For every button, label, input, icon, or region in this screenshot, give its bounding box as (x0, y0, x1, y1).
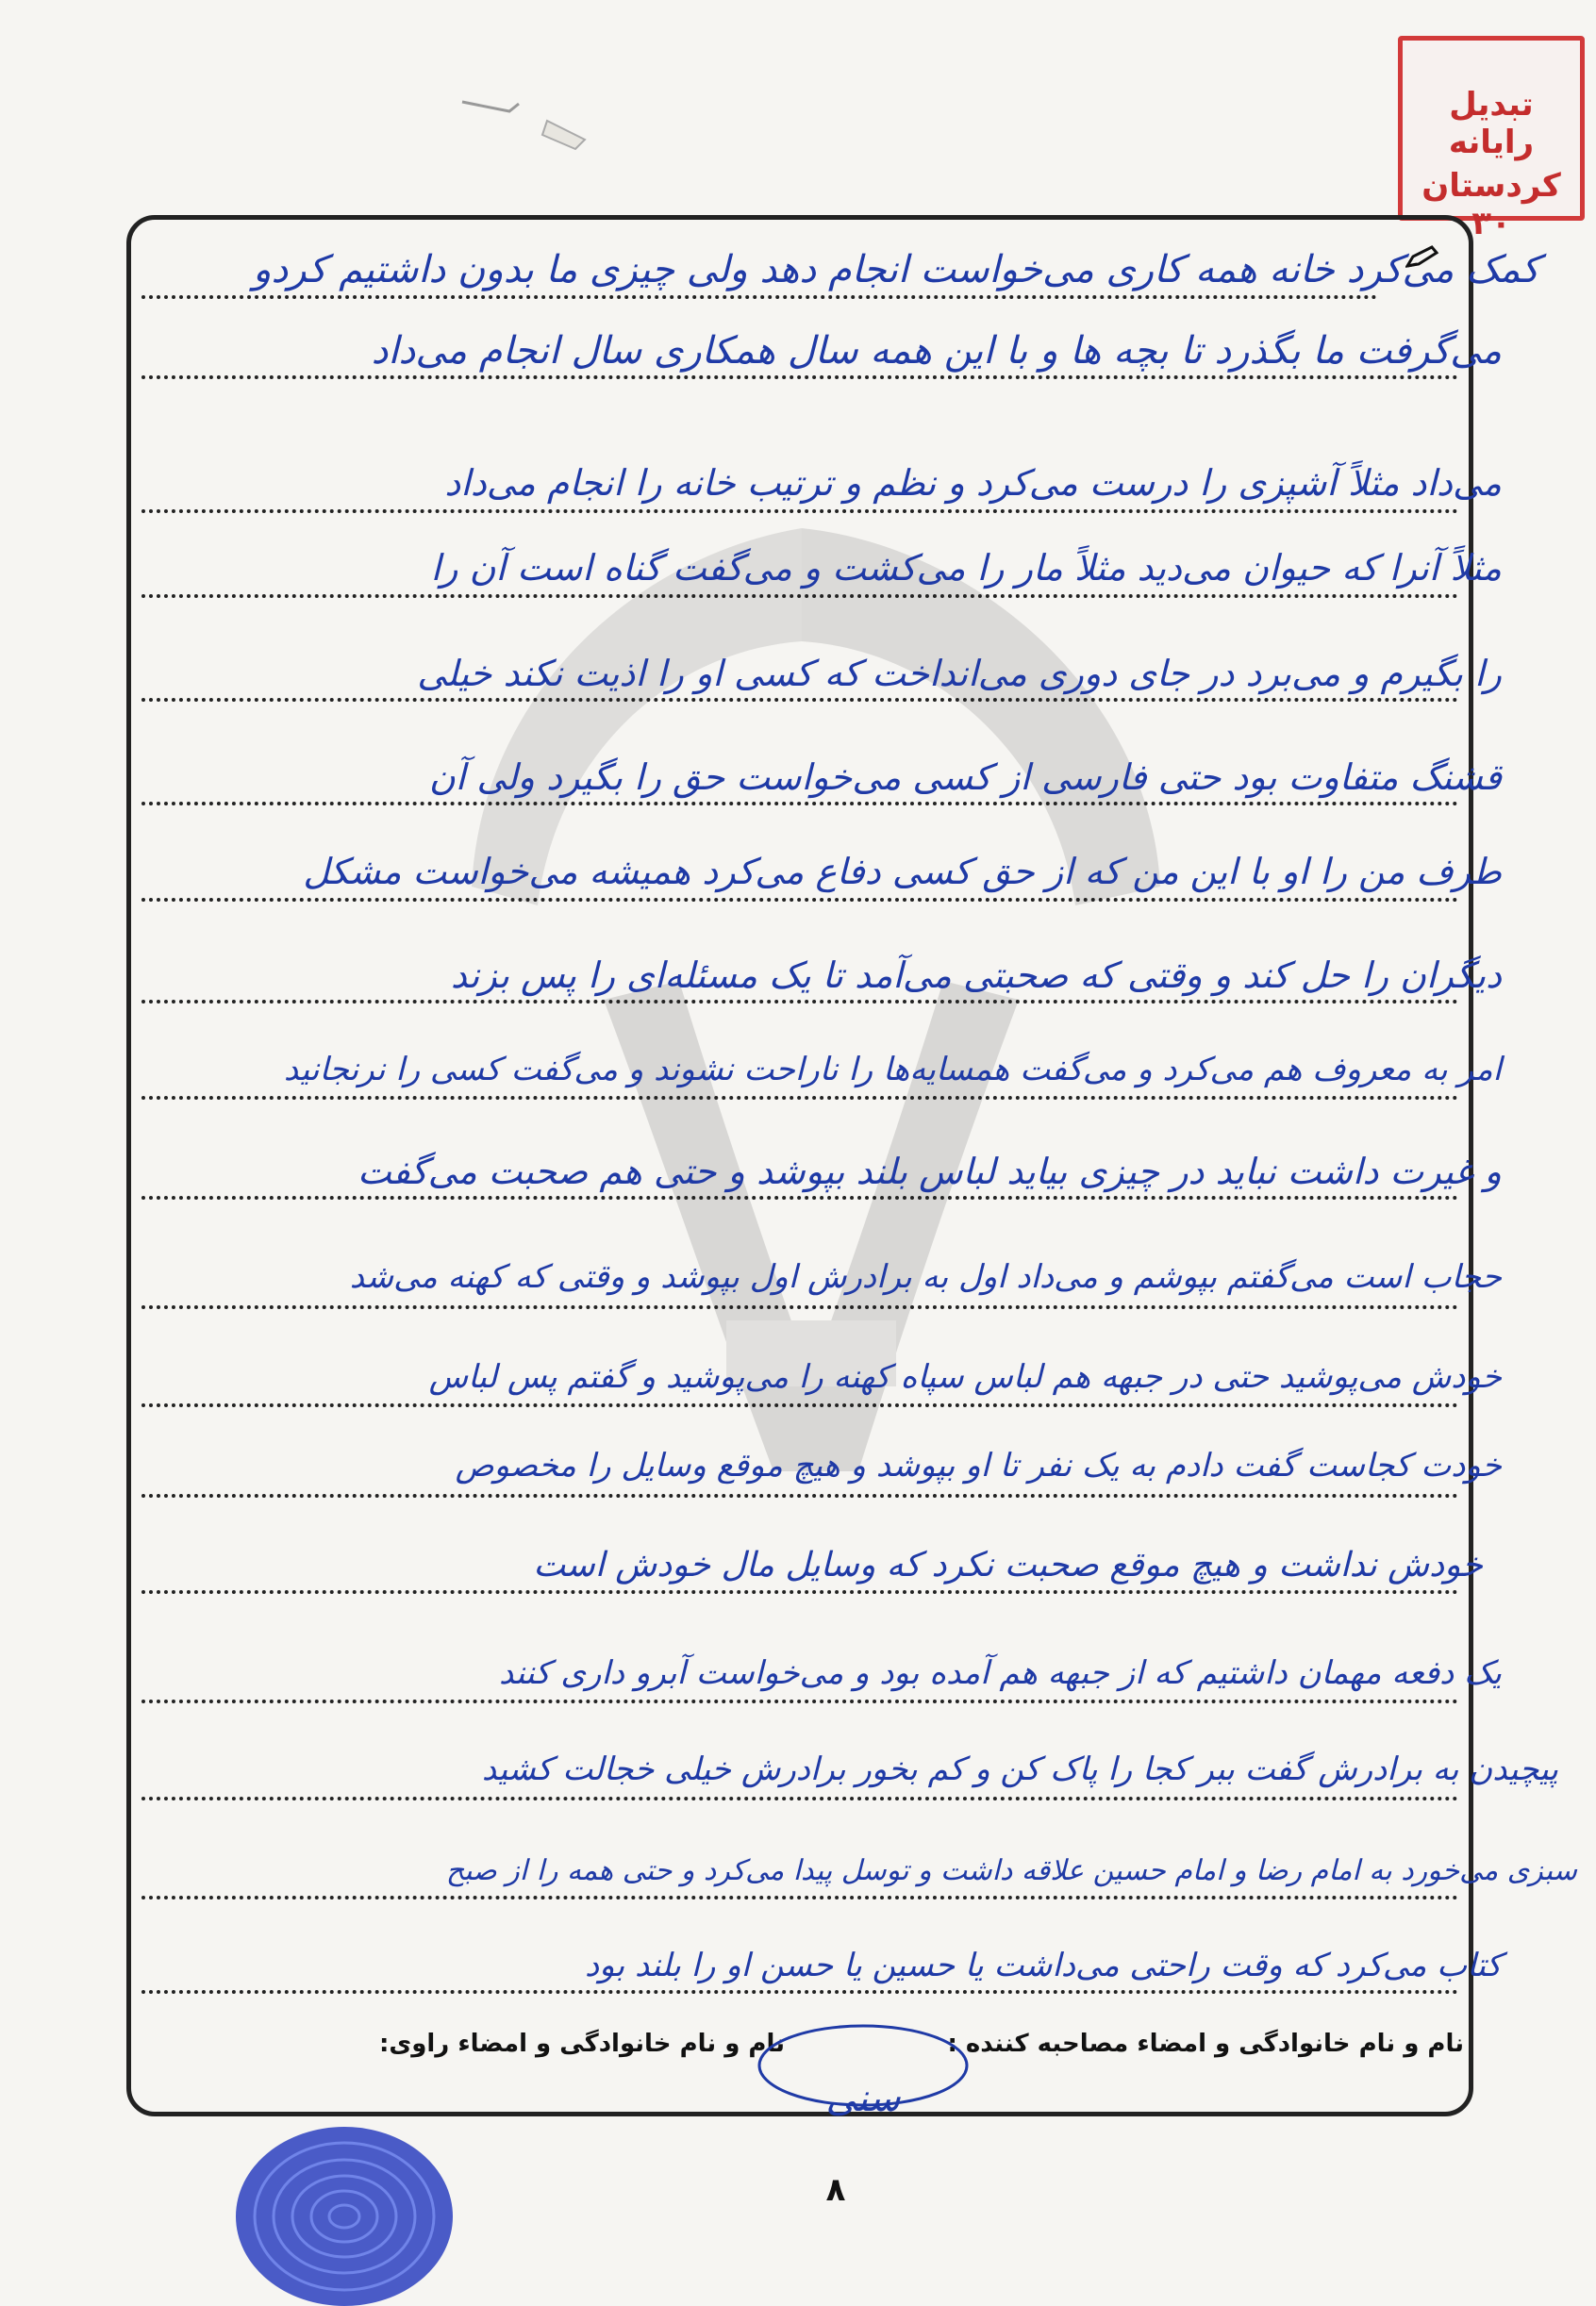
dotted-rule (141, 898, 1458, 902)
text-line: می‌گرفت ما بگذرد تا بچه ها و با این همه سال همکاری سال انجام می‌داد (371, 329, 1502, 373)
fingerprint-mark (226, 2113, 462, 2306)
dotted-rule (141, 1494, 1458, 1498)
dotted-rule (141, 1000, 1458, 1004)
dotted-rule (141, 1990, 1458, 1994)
text-line: کمک می‌کرد خانه همه کاری می‌خواست انجام دهد ولی چیزی ما بدون داشتیم کردو (253, 248, 1539, 291)
text-line: مثلاً آنرا که حیوان می‌دید مثلاً مار را می‌کشت و می‌گفت گناه است آن را (430, 547, 1502, 589)
dotted-rule (141, 1896, 1458, 1900)
stamp-line-2: کردستان ۳۰ (1421, 167, 1561, 242)
interviewer-signature-label: نام و نام خانوادگی و امضاء مصاحبه کننده : (947, 2030, 1464, 2058)
text-line: خودت کجاست گفت دادم به یک نفر تا او بپوشد و هیچ موقع وسایل را مخصوص (455, 1447, 1502, 1485)
text-line: قشنگ متفاوت بود حتی فارسی از کسی می‌خواست حق را بگیرد ولی آن (428, 756, 1502, 798)
narrator-signature-label: نام و نام خانوادگی و امضاء راوی: (379, 2030, 785, 2058)
text-line: خودش نداشت و هیچ موقع صحبت نکرد که وسایل مال خودش است (533, 1546, 1483, 1584)
dotted-rule (141, 802, 1458, 805)
text-line: و غیرت داشت نباید در چیزی بیاید لباس بلند بپوشد و حتی هم صحبت می‌گفت (357, 1151, 1502, 1192)
text-line: حجاب است می‌گفتم بپوشم و می‌داد اول به برادرش اول بپوشد و وقتی که کهنه می‌شد (349, 1258, 1502, 1296)
dotted-rule (141, 594, 1458, 598)
dotted-rule (141, 1096, 1458, 1100)
dotted-rule (141, 1196, 1458, 1200)
text-line: دیگران را حل کند و وقتی که صحبتی می‌آمد تا یک مسئله‌ای را پس بزند (450, 954, 1502, 996)
text-line: پیچیدن به برادرش گفت ببر کجا را پاک کن و کم بخور برادرش خیلی خجالت کشید (481, 1750, 1558, 1788)
dotted-rule (141, 1305, 1458, 1309)
text-line: می‌داد مثلاً آشپزی را درست می‌کرد و نظم و ترتیب خانه را انجام می‌داد (444, 462, 1502, 504)
text-line: سبزی می‌خورد به امام رضا و امام حسین علاقه داشت و توسل پیدا می‌کرد و حتی همه را از صبح (445, 1854, 1577, 1887)
dotted-rule (141, 295, 1377, 299)
stamp-line-1: تبدیل رایانه (1448, 86, 1535, 161)
text-line: را بگیرم و می‌برد در جای دوری می‌انداخت که کسی او را اذیت نکند خیلی (417, 653, 1502, 694)
dotted-rule (141, 1590, 1458, 1594)
dotted-rule (141, 1700, 1458, 1703)
page-number: ۸ (825, 2171, 846, 2209)
dotted-rule (141, 698, 1458, 702)
text-line: امر به معروف هم می‌کرد و می‌گفت همسایه‌ها را ناراحت نشوند و می‌گفت کسی را نرنجانید (283, 1051, 1502, 1088)
text-line: طرف من را او با این من که از حق کسی دفاع می‌کرد همیشه می‌خواست مشکل (303, 851, 1502, 892)
text-line: کتاب می‌کرد که وقت راحتی می‌داشت یا حسین یا حسن او را بلند بود (584, 1947, 1502, 1984)
dotted-rule (141, 375, 1458, 379)
interviewer-signature (755, 2007, 972, 2130)
dotted-rule (141, 509, 1458, 513)
text-line: خودش می‌پوشید حتی در جبهه هم لباس سپاه کهنه را می‌پوشید و گفتم پس لباس (428, 1358, 1502, 1396)
text-line: یک دفعه مهمان داشتیم که از جبهه هم آمده بود و می‌خواست آبرو داری کنند (499, 1654, 1502, 1692)
signature-text: سنی (825, 2077, 901, 2120)
dotted-rule (141, 1403, 1458, 1407)
dotted-rule (141, 1797, 1458, 1800)
